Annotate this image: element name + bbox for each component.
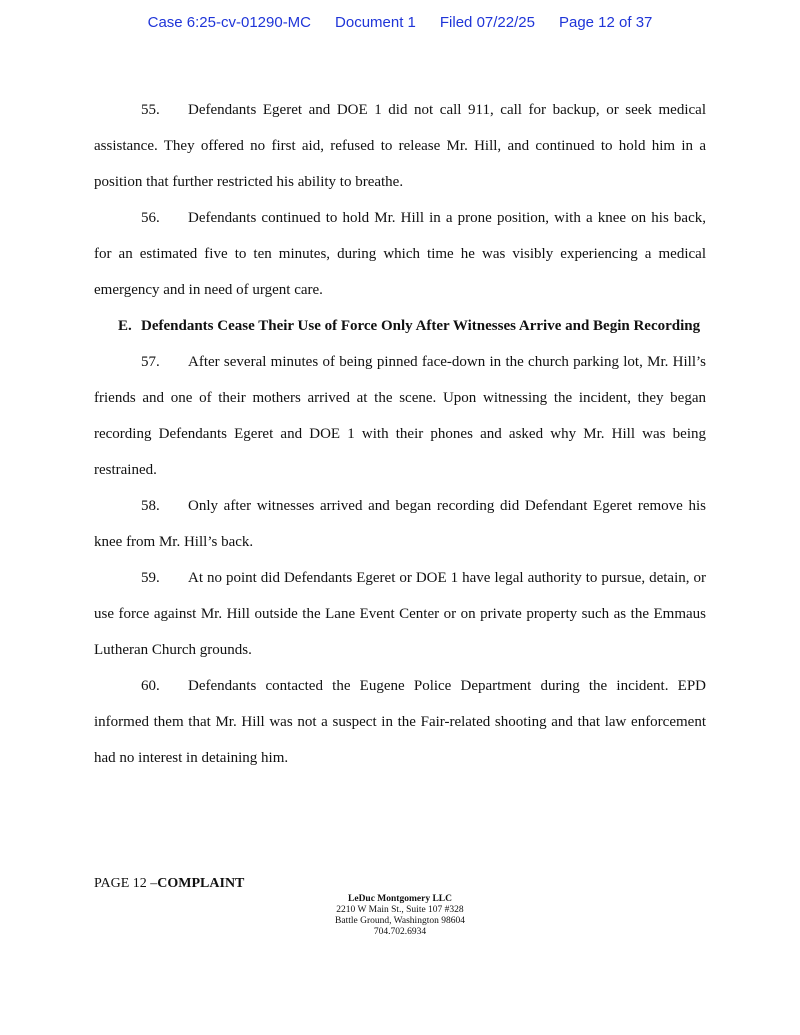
document-body (94, 92, 706, 776)
page-footer-label (94, 876, 244, 892)
paragraph-55 (94, 92, 706, 200)
paragraph-number: 58. (141, 498, 160, 514)
paragraph-number: 55. (141, 102, 160, 118)
paragraph-59 (94, 560, 706, 668)
section-title: Defendants Cease Their Use of Force Only After Witnesses Arrive and Begin Recording (141, 318, 701, 334)
case-header (0, 14, 800, 31)
document-number: Document 1 (335, 14, 416, 31)
paragraph-58 (94, 488, 706, 560)
section-letter: E. (118, 318, 132, 334)
footer-document-type: COMPLAINT (157, 876, 245, 891)
firm-name: LeDuc Montgomery LLC (348, 894, 452, 904)
paragraph-60 (94, 668, 706, 776)
firm-block (300, 894, 500, 938)
firm-address-line1: 2210 W Main St., Suite 107 #328 (336, 905, 464, 915)
filed-date: Filed 07/22/25 (439, 14, 535, 31)
paragraph-text: Defendants continued to hold Mr. Hill in a prone position, with a knee on his back, for an estimated five to ten minutes, during which time he was visibly experiencing a medical emergency and in need of urgent care. (94, 210, 706, 298)
paragraph-text: Defendants contacted the Eugene Police Department during the incident. EPD informed them that Mr. Hill was not a suspect in the Fair-related shooting and that law enforcement had no interest in detaining him. (94, 678, 706, 766)
footer-page-number: PAGE 12 – (94, 876, 158, 891)
section-heading (94, 308, 706, 344)
case-number: Case 6:25-cv-01290-MC (147, 14, 312, 31)
paragraph-text: After several minutes of being pinned face-down in the church parking lot, Mr. Hill’s friends and one of their mothers arrived at the scene. Upon witnessing the incident, they began recording Defendants Egeret and DOE 1 with their phones and asked why Mr. Hill was being restrained. (94, 354, 706, 478)
paragraph-57 (94, 344, 706, 488)
paragraph-number: 59. (141, 570, 160, 586)
paragraph-number: 60. (141, 678, 160, 694)
paragraph-56 (94, 200, 706, 308)
firm-phone: 704.702.6934 (373, 927, 427, 937)
page-indicator: Page 12 of 37 (558, 14, 653, 31)
paragraph-text: Only after witnesses arrived and began recording did Defendant Egeret remove his knee from Mr. Hill’s back. (94, 498, 706, 550)
paragraph-text: At no point did Defendants Egeret or DOE 1 have legal authority to pursue, detain, or use force against Mr. Hill outside the Lane Event Center or on private property such as the Emmaus Lutheran Church grounds. (94, 570, 706, 658)
firm-address-line2: Battle Ground, Washington 98604 (335, 916, 465, 926)
paragraph-text: Defendants Egeret and DOE 1 did not call 911, call for backup, or seek medical assistance. They offered no first aid, refused to release Mr. Hill, and continued to hold him in a position that further restricted his ability to breathe. (94, 102, 706, 190)
paragraph-number: 57. (141, 354, 160, 370)
paragraph-number: 56. (141, 210, 160, 226)
